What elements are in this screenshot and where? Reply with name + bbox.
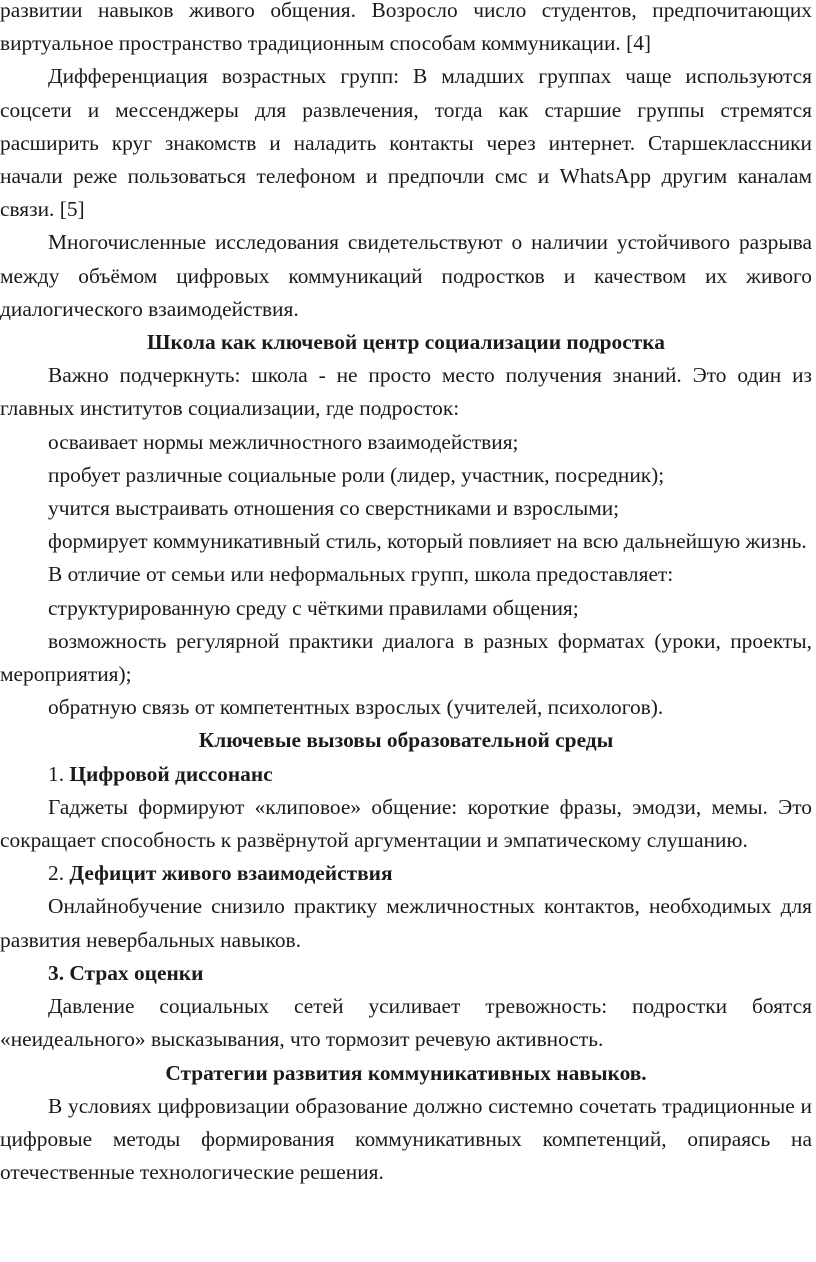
numbered-heading-1 [0, 758, 812, 791]
paragraph-school-provides: В отличие от семьи или неформальных групп, школа предоставляет: [48, 562, 674, 587]
paragraph-live-deficit: Онлайнобучение снизило практику межличностных контактов, необходимых для развития невербальных навыков. [0, 894, 812, 952]
paragraph-school-role: Важно подчеркнуть: школа - не просто место получения знаний. Это один из главных институтов социализации, где подросток: [0, 363, 812, 421]
paragraph-fear-evaluation: Давление социальных сетей усиливает тревожность: подростки боятся «неидеального» высказывания, что тормозит речевую активность. [0, 994, 812, 1052]
list-item: учится выстраивать отношения со сверстниками и взрослыми; [48, 496, 620, 521]
numbered-heading-3 [0, 957, 812, 990]
list-item: структурированную среду с чёткими правилами общения; [48, 595, 579, 620]
paragraph-research-gap: Многочисленные исследования свидетельствуют о наличии устойчивого разрыва между объёмом цифровых коммуникаций подростков и качеством их живого диалогического взаимодействия. [0, 230, 812, 321]
paragraph-continuation: развитии навыков живого общения. Возросло число студентов, предпочитающих виртуальное пространство традиционным способам коммуникации. [4] [0, 0, 812, 56]
list-item: обратную связь от компетентных взрослых (учителей, психологов). [48, 695, 664, 720]
paragraph-age-groups: Дифференциация возрастных групп: В младших группах чаще используются соцсети и мессенджеры для развлечения, тогда как старшие группы стремятся расширить круг знакомств и наладить контакты через интернет. Старшеклассники начали реже пользоваться телефоном и предпочли смс и WhatsApp другим каналам связи. [5] [0, 64, 812, 222]
list-item: осваивает нормы межличностного взаимодействия; [48, 429, 519, 454]
section-heading-challenges: Ключевые вызовы образовательной среды [198, 728, 614, 753]
numbered-heading-title: Цифровой диссонанс [69, 761, 273, 786]
numbered-heading-title: 3. Страх оценки [48, 960, 204, 985]
number-label: 2. [48, 861, 65, 886]
section-heading-strategies: Стратегии развития коммуникативных навыков. [165, 1060, 647, 1085]
paragraph-digital-dissonance: Гаджеты формируют «клиповое» общение: короткие фразы, эмодзи, мемы. Это сокращает способность к развёрнутой аргументации и эмпатическому слушанию. [0, 794, 812, 853]
list-item: пробует различные социальные роли (лидер, участник, посредник); [48, 462, 665, 487]
number-label: 1. [48, 761, 65, 786]
numbered-heading-title: Дефицит живого взаимодействия [69, 861, 393, 886]
list-item: возможность регулярной практики диалога в разных форматах (уроки, проекты, мероприятия); [0, 628, 812, 687]
numbered-heading-2 [0, 857, 812, 890]
paragraph-strategies: В условиях цифровизации образование должно системно сочетать традиционные и цифровые методы формирования коммуникативных компетенций, опираясь на отечественные технологические решения. [0, 1093, 812, 1185]
section-heading-school: Школа как ключевой центр социализации подростка [147, 330, 665, 355]
list-item: формирует коммуникативный стиль, который повлияет на всю дальнейшую жизнь. [48, 529, 807, 554]
